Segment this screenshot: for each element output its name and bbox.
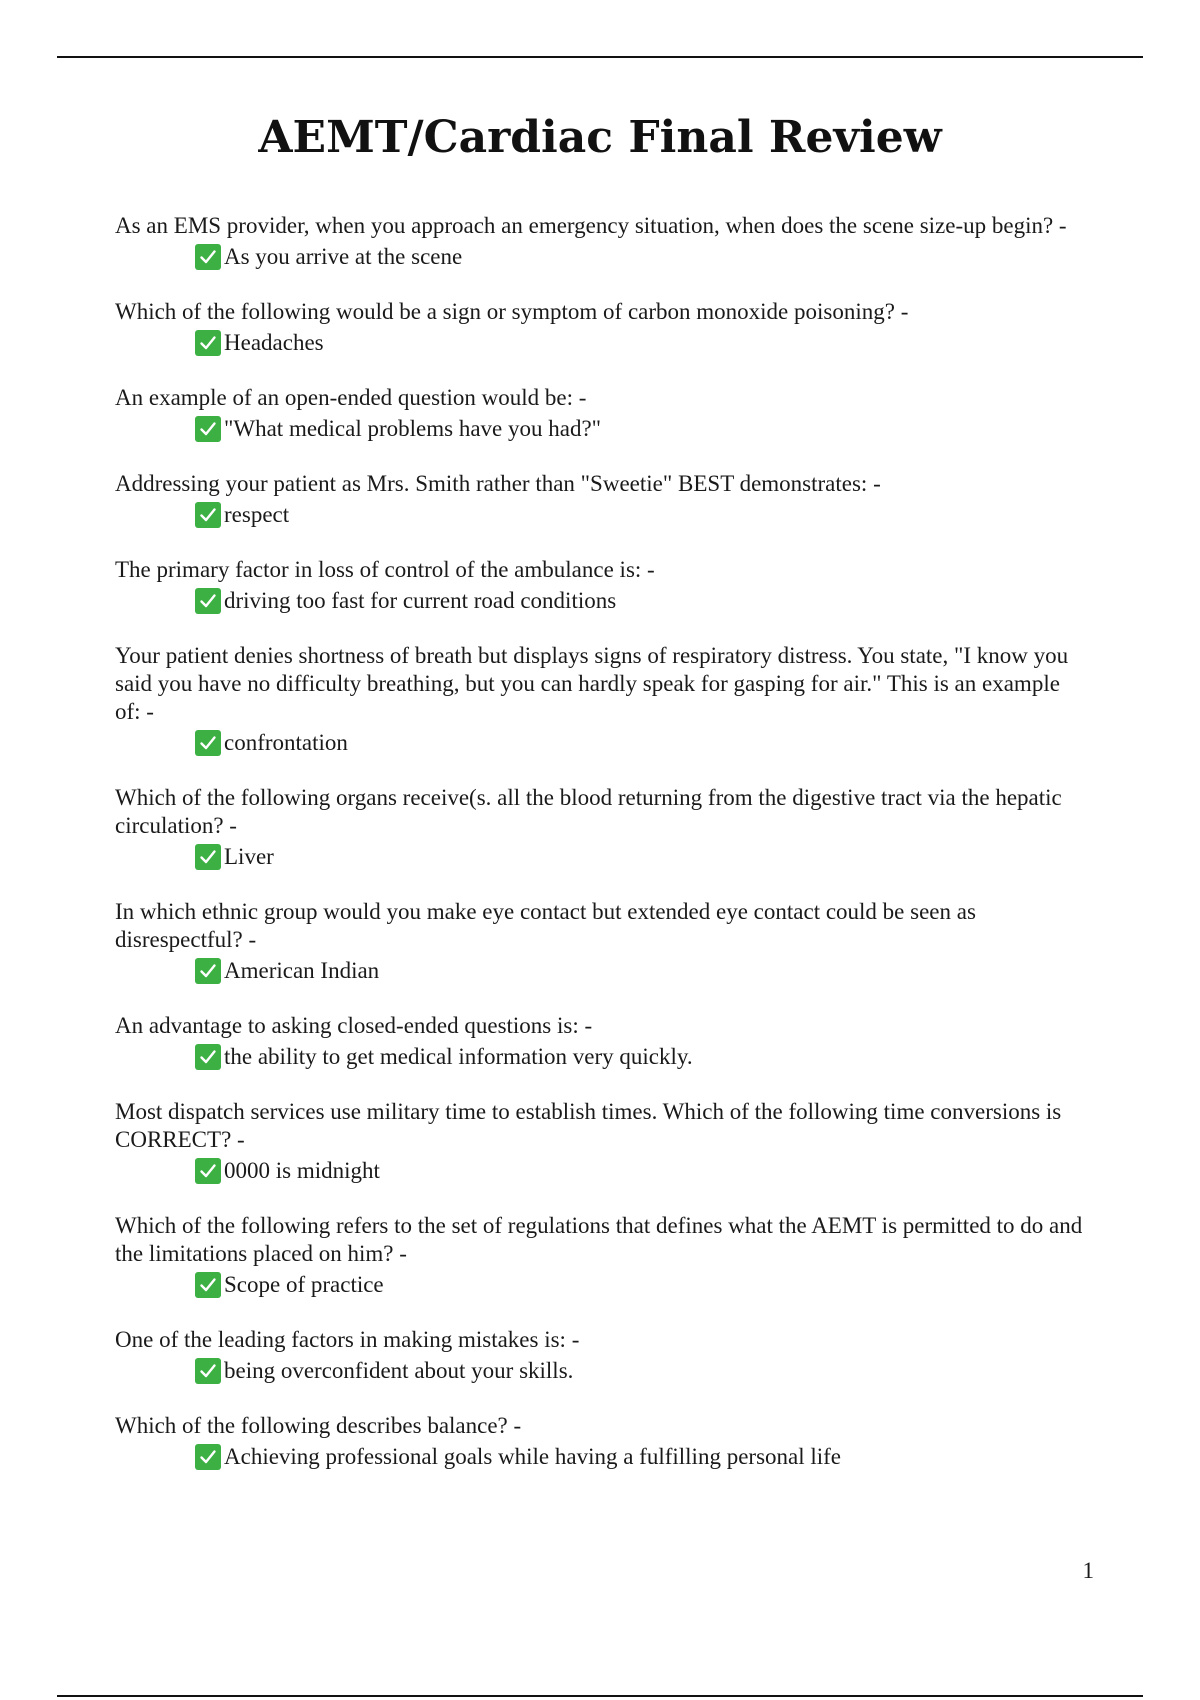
answer-row xyxy=(195,957,1090,985)
qa-item xyxy=(115,212,1090,271)
answer-text: confrontation xyxy=(224,730,348,755)
bottom-rule xyxy=(57,1695,1143,1697)
answer-text: Headaches xyxy=(224,330,324,355)
answer-text: Achieving professional goals while having a fulfilling personal life xyxy=(224,1444,842,1469)
answer-text: respect xyxy=(224,502,290,527)
question-text: An example of an open-ended question would be: - xyxy=(115,385,587,410)
qa-item xyxy=(115,784,1090,871)
question-text: Which of the following refers to the set of regulations that defines what the AEMT is permitted to do and the limitations placed on him? - xyxy=(115,1213,1083,1266)
qa-item xyxy=(115,1212,1090,1299)
answer-text: Liver xyxy=(224,844,274,869)
qa-item xyxy=(115,1012,1090,1071)
question-text: Your patient denies shortness of breath but displays signs of respiratory distress. You state, "I know you said you have no difficulty breathing, but you can hardly speak for gasping for air." This is an example of: - xyxy=(115,643,1069,724)
answer-text: the ability to get medical information very quickly. xyxy=(224,1044,693,1069)
answer-row xyxy=(195,729,1090,757)
qa-item xyxy=(115,642,1090,757)
question-text: Which of the following would be a sign or symptom of carbon monoxide poisoning? - xyxy=(115,299,909,324)
checkmark-icon xyxy=(195,1158,221,1184)
question-text: Which of the following organs receive(s. all the blood returning from the digestive tract via the hepatic circulation? - xyxy=(115,785,1062,838)
checkmark-icon xyxy=(195,844,221,870)
qa-item xyxy=(115,470,1090,529)
checkmark-icon xyxy=(195,330,221,356)
checkmark-icon xyxy=(195,416,221,442)
question-text: Most dispatch services use military time to establish times. Which of the following time conversions is CORRECT? - xyxy=(115,1099,1062,1152)
answer-row xyxy=(195,1271,1090,1299)
qa-item xyxy=(115,898,1090,985)
qa-list xyxy=(115,212,1090,1498)
answer-row xyxy=(195,243,1090,271)
question-text: Which of the following describes balance? - xyxy=(115,1413,522,1438)
qa-item xyxy=(115,556,1090,615)
answer-text: 0000 is midnight xyxy=(224,1158,380,1183)
qa-item xyxy=(115,1098,1090,1185)
answer-row xyxy=(195,1043,1090,1071)
question-text: The primary factor in loss of control of the ambulance is: - xyxy=(115,557,655,582)
answer-row xyxy=(195,843,1090,871)
checkmark-icon xyxy=(195,1044,221,1070)
top-rule xyxy=(57,56,1143,58)
answer-row xyxy=(195,1157,1090,1185)
answer-text: being overconfident about your skills. xyxy=(224,1358,574,1383)
answer-row xyxy=(195,501,1090,529)
question-text: An advantage to asking closed-ended questions is: - xyxy=(115,1013,593,1038)
checkmark-icon xyxy=(195,1444,221,1470)
answer-text: Scope of practice xyxy=(224,1272,384,1297)
checkmark-icon xyxy=(195,958,221,984)
answer-text: American Indian xyxy=(224,958,380,983)
answer-row xyxy=(195,329,1090,357)
answer-row xyxy=(195,1443,1090,1471)
checkmark-icon xyxy=(195,588,221,614)
checkmark-icon xyxy=(195,1272,221,1298)
checkmark-icon xyxy=(195,502,221,528)
checkmark-icon xyxy=(195,244,221,270)
question-text: One of the leading factors in making mistakes is: - xyxy=(115,1327,580,1352)
checkmark-icon xyxy=(195,1358,221,1384)
qa-item xyxy=(115,298,1090,357)
qa-item xyxy=(115,384,1090,443)
question-text: Addressing your patient as Mrs. Smith rather than "Sweetie" BEST demonstrates: - xyxy=(115,471,881,496)
qa-item xyxy=(115,1412,1090,1471)
page-title: AEMT/Cardiac Final Review xyxy=(258,112,942,163)
page-number: 1 xyxy=(1082,1558,1094,1583)
question-text: As an EMS provider, when you approach an emergency situation, when does the scene size-up begin? - xyxy=(115,213,1067,238)
question-text: In which ethnic group would you make eye contact but extended eye contact could be seen as disrespectful? - xyxy=(115,899,976,952)
qa-item xyxy=(115,1326,1090,1385)
checkmark-icon xyxy=(195,730,221,756)
answer-text: "What medical problems have you had?" xyxy=(224,416,602,441)
answer-row xyxy=(195,1357,1090,1385)
answer-row xyxy=(195,587,1090,615)
answer-text: As you arrive at the scene xyxy=(224,244,463,269)
answer-row xyxy=(195,415,1090,443)
answer-text: driving too fast for current road conditions xyxy=(224,588,617,613)
